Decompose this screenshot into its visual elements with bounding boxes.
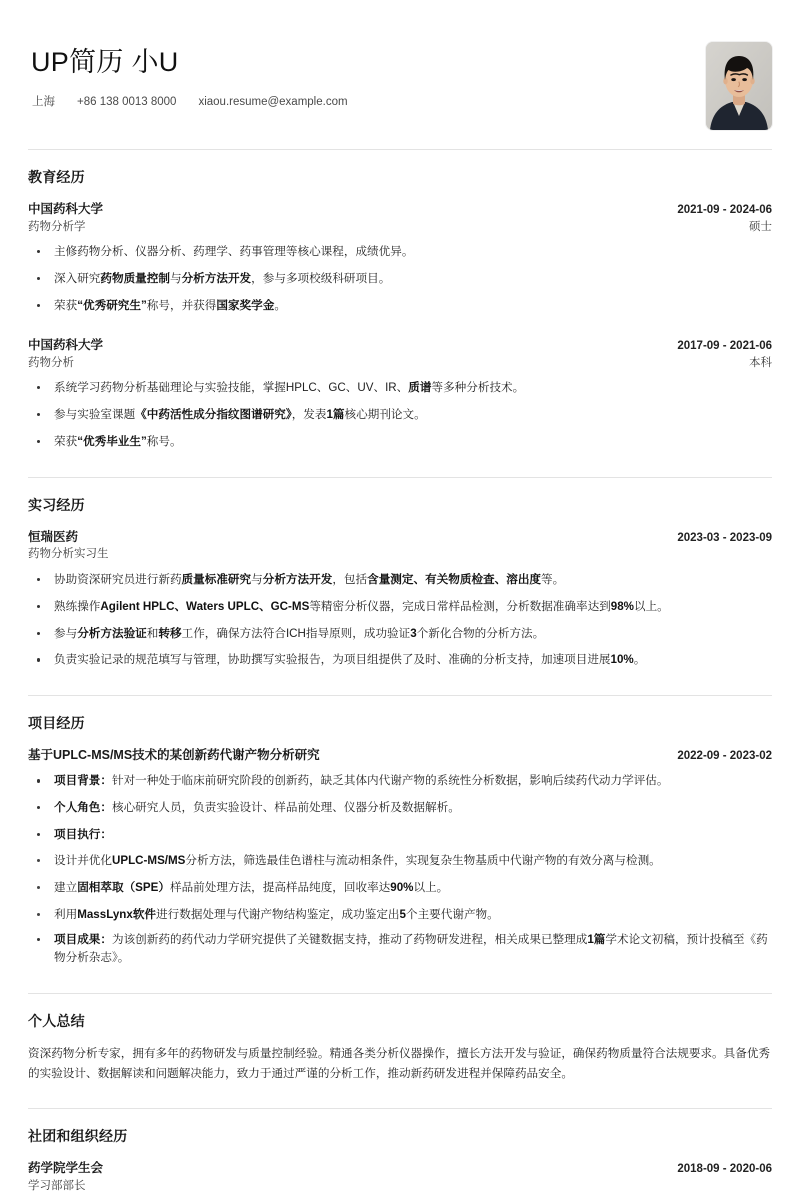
list-item: 系统学习药物分析基础理论与实验技能，掌握HPLC、GC、UV、IR、质谱等多种分析技术。 bbox=[28, 379, 772, 397]
entry-org: 基于UPLC-MS/MS技术的某创新药代谢产物分析研究 bbox=[28, 748, 320, 763]
list-item: 深入研究药物质量控制与分析方法开发，参与多项校级科研项目。 bbox=[28, 270, 772, 288]
contact-location: 上海 bbox=[32, 95, 55, 108]
internship-entry-0 bbox=[28, 528, 772, 670]
entry-date: 2021-09 - 2024-06 bbox=[677, 204, 772, 216]
entry-org: 药学院学生会 bbox=[28, 1161, 104, 1176]
divider bbox=[28, 695, 772, 696]
list-item: 协助资深研究员进行新药质量标准研究与分析方法开发，包括含量测定、有关物质检查、溶出度等。 bbox=[28, 571, 772, 589]
list-item: 主修药物分析、仪器分析、药理学、药事管理等核心课程，成绩优异。 bbox=[28, 243, 772, 261]
project-entry-0 bbox=[28, 746, 772, 966]
section-title-projects: 项目经历 bbox=[28, 715, 85, 732]
bullet-list bbox=[28, 243, 772, 315]
list-item: 利用MassLynx软件进行数据处理与代谢产物结构鉴定，成功鉴定出5个主要代谢产物。 bbox=[28, 906, 772, 924]
entry-date: 2017-09 - 2021-06 bbox=[677, 339, 772, 352]
section-activities bbox=[28, 1126, 772, 1195]
education-entry-0 bbox=[28, 200, 772, 315]
page-title: UP简历 小U bbox=[31, 47, 179, 77]
divider bbox=[28, 993, 772, 994]
education-entry-1 bbox=[28, 336, 772, 451]
summary-text: 资深药物分析专家，拥有多年的药物研发与质量控制经验。精通各类分析仪器操作，擅长方法开发与验证，确保药物质量符合法规要求。具备优秀的实验设计、数据解读和问题解决能力，致力于通过严谨的分析工作，推动新药研发进程并保障药品安全。 bbox=[28, 1046, 771, 1081]
profile-photo-icon bbox=[706, 42, 772, 130]
header-text-block bbox=[28, 42, 348, 110]
sub-bullet-list bbox=[28, 852, 772, 924]
section-title-education: 教育经历 bbox=[28, 169, 85, 185]
entry-role: 药物分析学 bbox=[28, 220, 86, 233]
section-internship bbox=[28, 495, 772, 670]
list-item: 熟练操作Agilent HPLC、Waters UPLC、GC-MS等精密分析仪器，完成日常样品检测，分析数据准确率达到98%以上。 bbox=[28, 598, 772, 616]
entry-org: 中国药科大学 bbox=[28, 202, 104, 216]
divider bbox=[28, 1108, 772, 1109]
bullet-list-tail bbox=[28, 931, 772, 967]
section-projects bbox=[28, 713, 772, 966]
contact-phone: +86 138 0013 8000 bbox=[77, 95, 177, 108]
bullet-list bbox=[28, 772, 772, 844]
entry-role: 学习部部长 bbox=[28, 1180, 86, 1193]
avatar bbox=[706, 42, 772, 130]
entry-date: 2022-09 - 2023-02 bbox=[677, 750, 772, 763]
entry-date: 2018-09 - 2020-06 bbox=[677, 1163, 772, 1176]
bullet-list bbox=[28, 571, 772, 670]
activity-entry-0 bbox=[28, 1159, 772, 1195]
divider bbox=[28, 149, 772, 150]
contact-email: xiaou.resume@example.com bbox=[198, 95, 348, 108]
list-item: 建立固相萃取（SPE）样品前处理方法，提高样品纯度，回收率达90%以上。 bbox=[28, 879, 772, 897]
entry-degree: 本科 bbox=[749, 356, 772, 369]
entry-role: 药物分析实习生 bbox=[28, 548, 109, 561]
list-item: 设计并优化UPLC-MS/MS分析方法，筛选最佳色谱柱与流动相条件，实现复杂生物基质中代谢产物的有效分离与检测。 bbox=[28, 852, 772, 870]
list-item: 负责实验记录的规范填写与管理，协助撰写实验报告，为项目组提供了及时、准确的分析支持，加速项目进展10%。 bbox=[28, 651, 772, 669]
list-item: 项目背景：针对一种处于临床前研究阶段的创新药，缺乏其体内代谢产物的系统性分析数据，影响后续药代动力学评估。 bbox=[28, 772, 772, 790]
section-title-activities: 社团和组织经历 bbox=[28, 1128, 128, 1145]
list-item: 参与分析方法验证和转移工作，确保方法符合ICH指导原则，成功验证3个新化合物的分析方法。 bbox=[28, 625, 772, 643]
section-title-summary: 个人总结 bbox=[28, 1012, 85, 1029]
entry-org: 中国药科大学 bbox=[28, 337, 104, 352]
divider bbox=[28, 477, 772, 478]
section-education bbox=[28, 167, 772, 451]
entry-date: 2023-03 - 2023-09 bbox=[677, 531, 772, 544]
entry-degree: 硕士 bbox=[749, 220, 772, 233]
section-summary bbox=[28, 1011, 772, 1085]
list-item: 项目成果：为该创新药的药代动力学研究提供了关键数据支持，推动了药物研发进程，相关成果已整理成1篇学术论文初稿，预计投稿至《药物分析杂志》。 bbox=[28, 931, 772, 967]
bullet-list bbox=[28, 379, 772, 451]
resume-header bbox=[28, 0, 772, 130]
list-item: 荣获“优秀研究生”称号，并获得国家奖学金。 bbox=[28, 297, 772, 315]
list-item: 个人角色：核心研究人员，负责实验设计、样品前处理、仪器分析及数据解析。 bbox=[28, 799, 772, 817]
list-item: 荣获“优秀毕业生”称号。 bbox=[28, 433, 772, 451]
entry-org: 恒瑞医药 bbox=[28, 529, 79, 544]
list-item: 参与实验室课题《中药活性成分指纹图谱研究》，发表1篇核心期刊论文。 bbox=[28, 406, 772, 424]
entry-role: 药物分析 bbox=[28, 356, 74, 369]
section-title-internship: 实习经历 bbox=[28, 496, 85, 513]
contact-row bbox=[28, 94, 348, 110]
list-item: 项目执行： bbox=[28, 826, 772, 844]
